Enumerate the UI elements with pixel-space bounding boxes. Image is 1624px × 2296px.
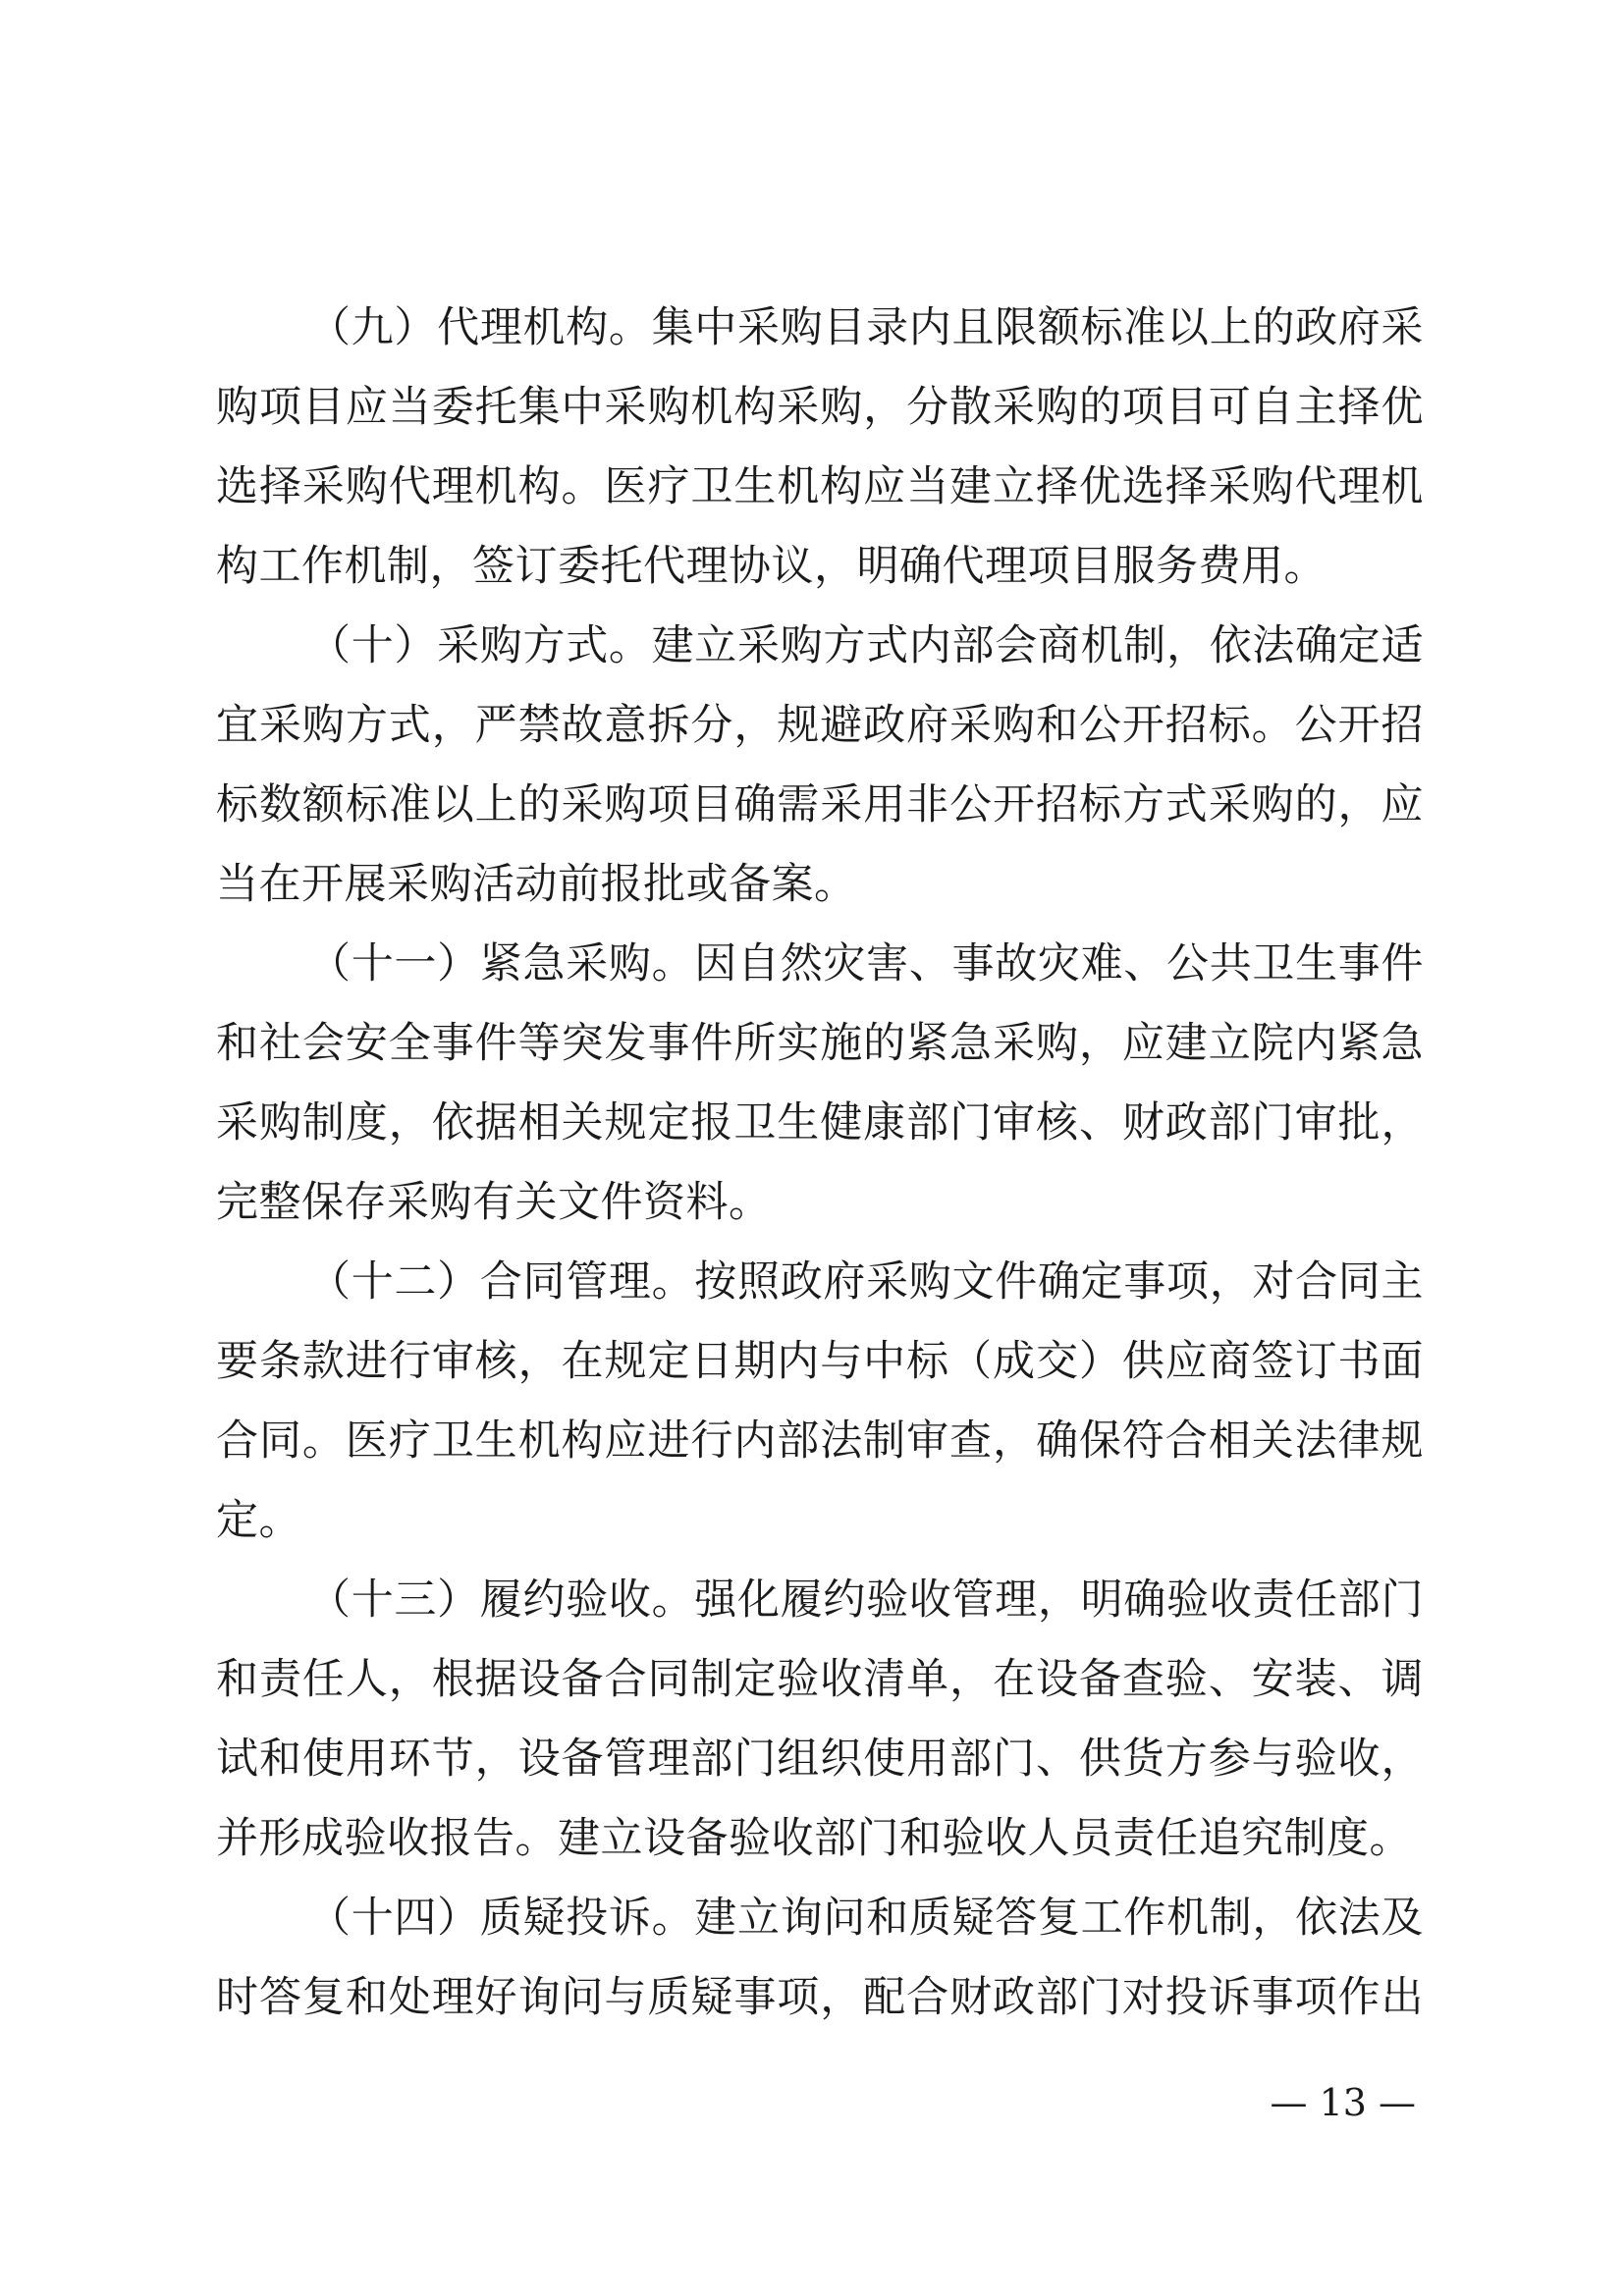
text-line: （十四）质疑投诉。建立询问和质疑答复工作机制，依法及 — [308, 1894, 1424, 1943]
text-line: （九）代理机构。集中采购目录内且限额标准以上的政府采 — [308, 303, 1424, 352]
text-line: 试和使用环节，设备管理部门组织使用部门、供货方参与验收， — [216, 1735, 1424, 1784]
text-line: 选择采购代理机构。医疗卫生机构应当建立择优选择采购代理机 — [216, 462, 1424, 511]
body-text — [216, 289, 1424, 2038]
text-line: 合同。医疗卫生机构应进行内部法制审查，确保符合相关法律规 — [216, 1416, 1424, 1466]
text-line: 采购制度，依据相关规定报卫生健康部门审核、财政部门审批， — [216, 1098, 1424, 1148]
text-line: （十一）紧急采购。因自然灾害、事故灾难、公共卫生事件 — [308, 939, 1424, 988]
text-line: （十）采购方式。建立采购方式内部会商机制，依法确定适 — [308, 621, 1424, 670]
text-line: 要条款进行审核，在规定日期内与中标（成交）供应商签订书面 — [216, 1337, 1424, 1386]
text-line: 时答复和处理好询问与质疑事项，配合财政部门对投诉事项作出 — [216, 1973, 1424, 2022]
text-line: 宜采购方式，严禁故意拆分，规避政府采购和公开招标。公开招 — [216, 701, 1424, 750]
text-line: 并形成验收报告。建立设备验收部门和验收人员责任追究制度。 — [216, 1814, 1412, 1863]
text-line: （十二）合同管理。按照政府采购文件确定事项，对合同主 — [308, 1257, 1424, 1307]
page-number: — 13 — — [1270, 2081, 1416, 2124]
text-line: 构工作机制，签订委托代理协议，明确代理项目服务费用。 — [216, 542, 1326, 591]
text-line: 和社会安全事件等突发事件所实施的紧急采购，应建立院内紧急 — [216, 1019, 1424, 1068]
text-line: 当在开展采购活动前报批或备案。 — [216, 860, 857, 909]
text-line: 和责任人，根据设备合同制定验收清单，在设备查验、安装、调 — [216, 1655, 1424, 1704]
text-line: 购项目应当委托集中采购机构采购，分散采购的项目可自主择优 — [216, 383, 1424, 432]
text-line: 标数额标准以上的采购项目确需采用非公开招标方式采购的，应 — [216, 780, 1424, 829]
text-line: （十三）履约验收。强化履约验收管理，明确验收责任部门 — [308, 1575, 1424, 1625]
text-line: 定。 — [216, 1496, 301, 1545]
text-line: 完整保存采购有关文件资料。 — [216, 1178, 772, 1227]
